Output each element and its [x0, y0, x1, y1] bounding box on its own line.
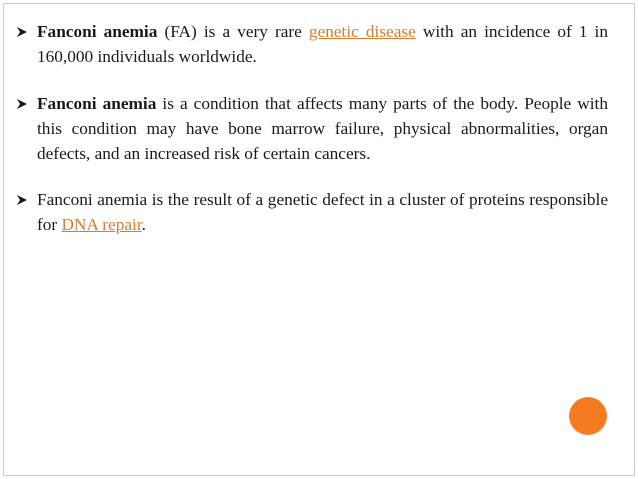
bullet-3-text-end: .: [141, 215, 146, 234]
bullet-1-bold: Fanconi anemia: [37, 22, 158, 41]
bullet-item-1: [16, 19, 608, 69]
bullet-2-text: is a condition that affects many parts of the body. People with this condition may have bone marrow failure, physical abnormalities, organ defects, and an increased risk of certain cancers.: [37, 94, 608, 163]
bullet-3-text: Fanconi anemia is the result of a genetic defect in a cluster of proteins responsible for: [37, 190, 608, 234]
decorative-circle: [569, 397, 607, 435]
arrow-right-icon: [16, 194, 28, 206]
dna-repair-link[interactable]: DNA repair: [61, 215, 142, 234]
arrow-right-icon: [16, 98, 28, 110]
bullet-item-2: [16, 91, 608, 166]
bullet-list: [16, 19, 608, 259]
bullet-1-text: (FA) is a very rare: [157, 22, 309, 41]
bullet-2-bold: Fanconi anemia: [37, 94, 157, 113]
bullet-1-text-end: with an incidence of 1 in 160,000 individuals worldwide.: [37, 22, 608, 66]
genetic-disease-link[interactable]: genetic disease: [308, 22, 416, 41]
bullet-item-3: [16, 187, 608, 237]
arrow-right-icon: [16, 26, 28, 38]
